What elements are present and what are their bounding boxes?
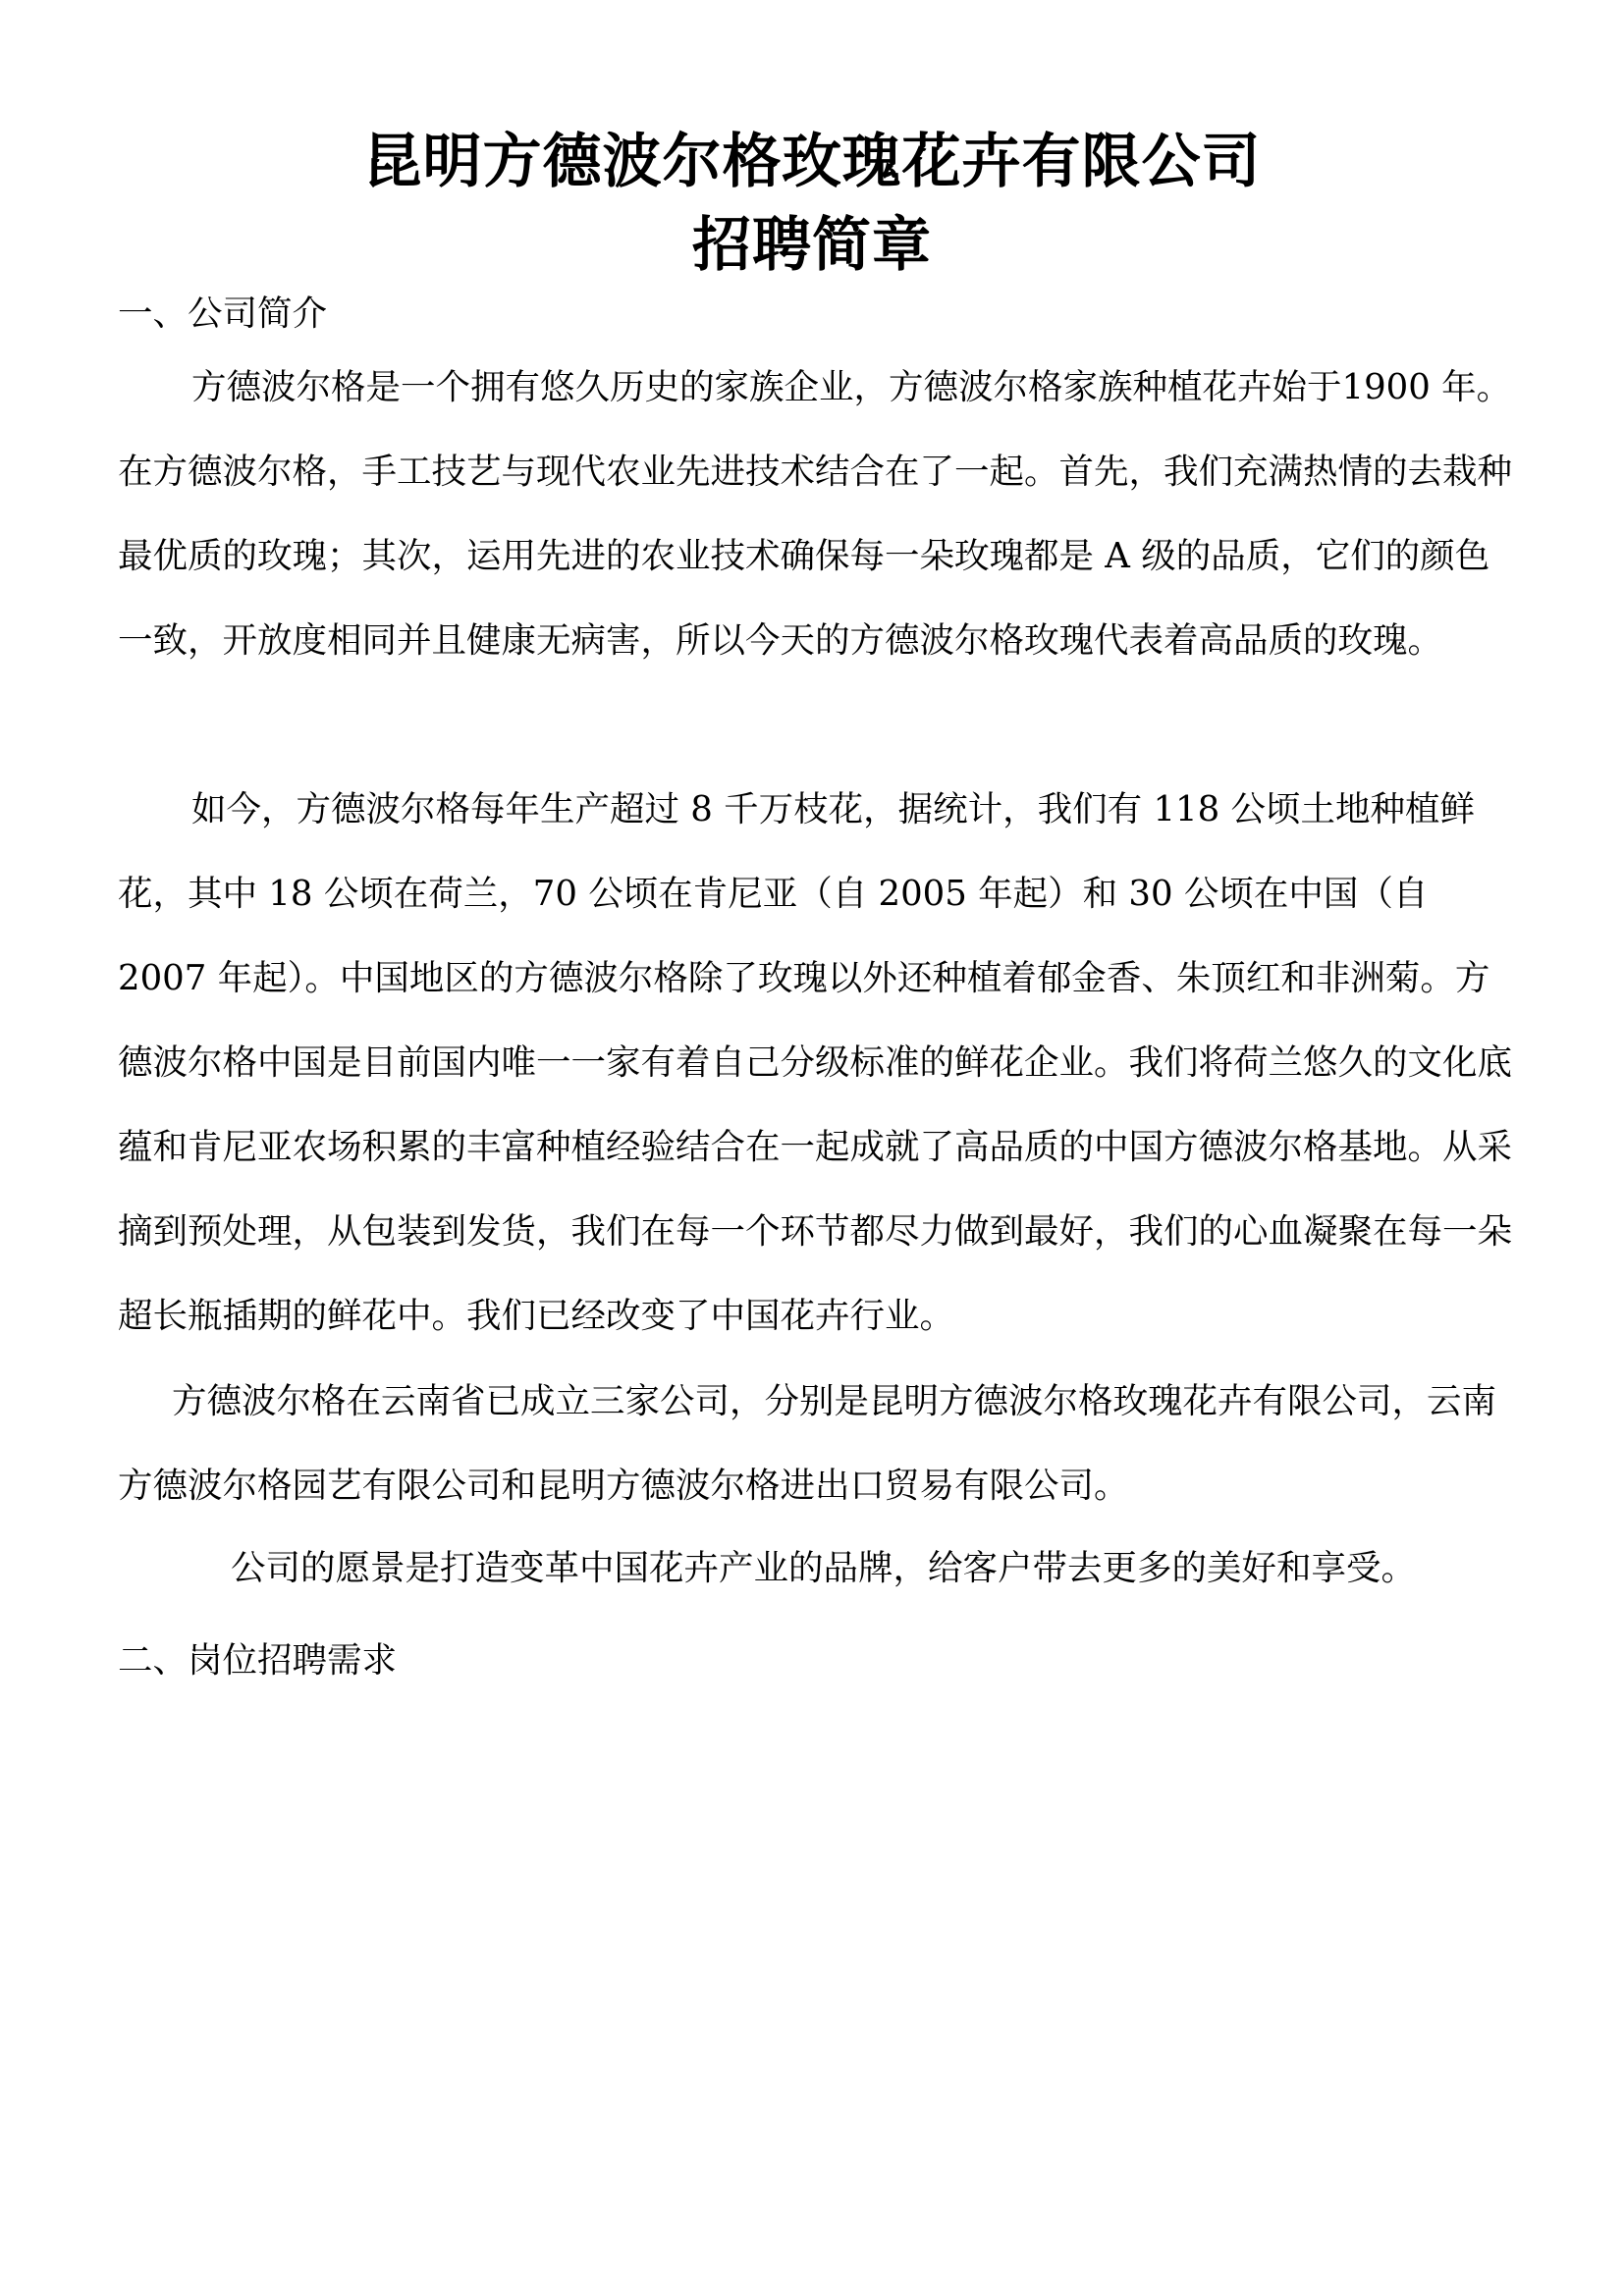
document-subtitle: 招聘简章 xyxy=(692,211,932,280)
section-heading-job-requirements: 二、岗位招聘需求 xyxy=(118,1640,398,1681)
paragraph-history: 方德波尔格是一个拥有悠久历史的家族企业，方德波尔格家族种植花卉始于1900 年。在方德波尔格，手工技艺与现代农业先进技术结合在了一起。首先，我们充满热情的去栽种最优质的玫瑰；其次，运用先进的农业技术确保每一朵玫瑰都是 A 级的品质，它们的颜色一致，开放度相同并且健康无病害，所以今天的方德波尔格玫瑰代表着高品质的玫瑰。 xyxy=(118,367,1513,661)
paragraph-production: 如今，方德波尔格每年生产超过 8 千万枝花，据统计，我们有 118 公顷土地种植鲜花，其中 18 公顷在荷兰，70 公顷在肯尼亚（自 2005 年起）和 30 公顷在中国（自 2007 年起）。中国地区的方德波尔格除了玫瑰以外还种植着郁金香、朱顶红和非洲菊。方德波尔格中国是目前国内唯一一家有着自己分级标准的鲜花企业。我们将荷兰悠久的文化底蕴和肯尼亚农场积累的丰富种植经验结合在一起成就了高品质的中国方德波尔格基地。从采摘到预处理，从包装到发货，我们在每一个环节都尽力做到最好，我们的心血凝聚在每一朵超长瓶插期的鲜花中。我们已经改变了中国花卉行业。 xyxy=(118,789,1513,1336)
paragraph-vision: 公司的愿景是打造变革中国花卉产业的品牌，给客户带去更多的美好和享受。 xyxy=(231,1548,1417,1588)
section-heading-company-intro: 一、公司简介 xyxy=(118,294,328,334)
document-title: 昆明方德波尔格玫瑰花卉有限公司 xyxy=(362,128,1262,196)
paragraph-subsidiaries: 方德波尔格在云南省已成立三家公司，分别是昆明方德波尔格玫瑰花卉有限公司，云南方德波尔格园艺有限公司和昆明方德波尔格进出口贸易有限公司。 xyxy=(118,1381,1497,1506)
